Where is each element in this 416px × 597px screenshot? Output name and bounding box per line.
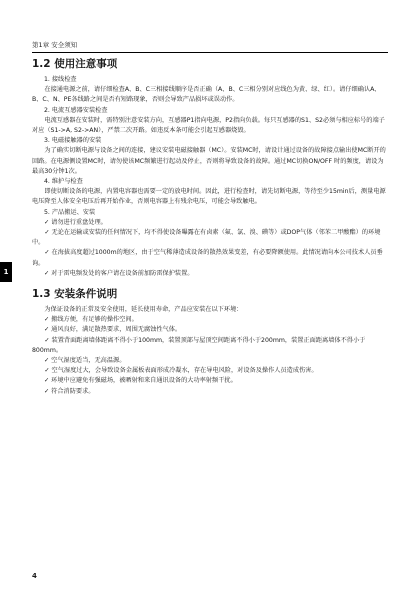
header-rule — [32, 52, 388, 53]
item-heading-wiring: 1. 接线检查 — [44, 76, 77, 83]
item-body-contactor: 为了确实切断电源与设备之间的连接，建议安装电磁接触器（MC）。安装MC时，请设计通过设备的故障接点输出使MC断开的回路。在电源侧设置MC时，请勿使该MC频繁进行起动及停止，否则将导致设备的故障。通过MC切换ON/OFF 时的频度，请设为最高30分钟1次。 — [32, 147, 386, 175]
item-body-ct: 电流互感器在安装时，需特别注意安装方向，互感器P1指向电源，P2指向负载。每只互感器的S1、S2必须与相应标号的端子对应（S1->A, S2->AN），严禁二次开路。如违反本条可能会引起互感器烧毁。 — [32, 116, 385, 135]
item-heading-ct: 2. 电流互感器安装检查 — [44, 106, 108, 114]
list-item: ✓ 符合消防要求。 — [44, 387, 95, 395]
page-number: 4 — [32, 572, 37, 580]
item-heading-contactor: 3. 电磁接触器的安装 — [44, 137, 102, 145]
list-item: ✓ 在海拔高度超过1000m的地区，由于空气稀薄造成设备的散热效果变差，有必要降额使用。此情况请向本公司技术人员垂询。 — [32, 249, 383, 267]
section-title-1-3: 1.3 安装条件说明 — [32, 288, 118, 301]
item-body-wiring: 在接通电源之前，请仔细检查A、B、C三相接线顺序是否正确（A、B、C三相分别对应线色为黄、绿、红）。请仔细确认A、B、C、N、PE各线路之间是否有短路现象，否则会导致产品损坏或误动作。 — [32, 86, 381, 104]
section-intro: 为保证设备的正常及安全使用，延长使用寿命，产品应安装在以下环境： — [44, 306, 243, 314]
section-title-1-2: 1.2 使用注意事项 — [32, 58, 118, 70]
chapter-side-tab: 1 — [0, 262, 12, 282]
list-item: ✓ 装置背面距离墙体距离不得小于100mm，装置顶部与屋顶空间距离不得小于200mm，装置正面距离墙体不得小于800mm。 — [32, 336, 366, 354]
list-item: ✓ 请勿进行重盘处理。 — [44, 218, 107, 226]
list-item: ✓ 无论在运输或安装的任何情况下，均不得使设备曝露在有卤素（氟、氯、溴、碘等）或DOP气体（邻苯二甲酸酯）的环境中。 — [32, 229, 381, 247]
list-item: ✓ 搬线方便，有足够的操作空间。 — [44, 316, 138, 324]
list-item: ✓ 空气湿度适当，无高温源。 — [44, 357, 126, 365]
item-heading-maintenance: 4. 维护与检查 — [44, 178, 83, 186]
list-item: ✓ 对于雷电频发处的客户请在设备前加防雷保护装置。 — [44, 269, 194, 277]
list-item: ✓ 环境中应避免有强磁场，被晒射和来自通讯设备的大功率射频干扰。 — [44, 377, 237, 385]
chapter-header: 第1章 安全须知 — [32, 41, 78, 49]
list-item: ✓ 空气湿度过大，会导致设备金属板表面形成冷凝水，存在导电风险，对设备及操作人员造成伤害。 — [44, 367, 318, 375]
item-heading-transport: 5. 产品搬运、安装 — [44, 208, 96, 216]
page-content — [32, 57, 388, 397]
list-item: ✓ 通风良好，满足散热要求，周围无腐蚀性气体。 — [44, 326, 182, 334]
item-body-maintenance: 即使切断设备的电源，内置电容器也需要一定的放电时间。因此，进行检查时，请先切断电源，等待至少15min后，测量电源电压降至人体安全电压后再开始作业，否则电容器上有残余电压，可能会导致触电。 — [32, 188, 386, 206]
